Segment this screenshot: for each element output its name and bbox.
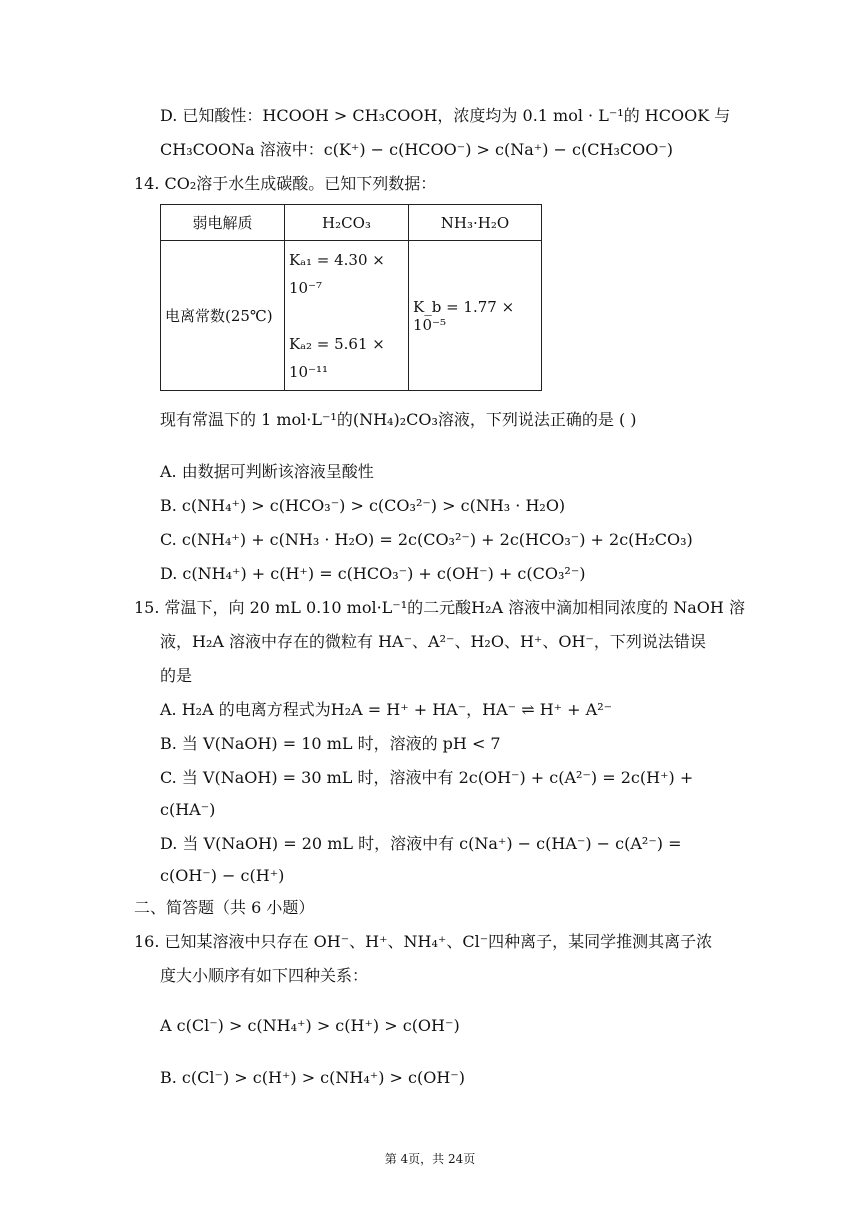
q15-stem-line2: 液，H₂A 溶液中存在的微粒有 HA⁻、A²⁻、H₂O、H⁺、OH⁻，下列说法错误 bbox=[160, 632, 706, 651]
q15-stem-line3: 的是 bbox=[160, 666, 193, 685]
q15-option-b: B. 当 V(NaOH) = 10 mL 时，溶液的 pH < 7 bbox=[160, 734, 501, 753]
ka1-line-b: 10⁻⁷ bbox=[289, 278, 323, 297]
q14-option-b: B. c(NH₄⁺) > c(HCO₃⁻) > c(CO₃²⁻) > c(NH₃ · H₂O) bbox=[160, 496, 566, 515]
q15-option-d-line1: D. 当 V(NaOH) = 20 mL 时，溶液中有 c(Na⁺) − c(HA⁻) − c(A²⁻) = bbox=[160, 834, 682, 853]
q14-option-c: C. c(NH₄⁺) + c(NH₃ · H₂O) = 2c(CO₃²⁻) + 2c(HCO₃⁻) + 2c(H₂CO₃) bbox=[160, 530, 693, 549]
q16-relation-a: A c(Cl⁻) > c(NH₄⁺) > c(H⁺) > c(OH⁻) bbox=[160, 1016, 460, 1035]
q14-stem: 14. CO₂溶于水生成碳酸。已知下列数据： bbox=[134, 174, 437, 193]
q16-stem-line1: 16. 已知某溶液中只存在 OH⁻、H⁺、NH₄⁺、Cl⁻四种离子，某同学推测其离子浓 bbox=[134, 932, 713, 951]
table-header-h2co3: H₂CO₃ bbox=[285, 205, 409, 241]
q15-option-a: A. H₂A 的电离方程式为H₂A = H⁺ + HA⁻，HA⁻ ⇌ H⁺ + A²⁻ bbox=[160, 700, 613, 719]
section-2-heading: 二、简答题（共 6 小题） bbox=[134, 898, 315, 917]
table-cell-ka bbox=[285, 241, 409, 391]
q16-stem-line2: 度大小顺序有如下四种关系： bbox=[160, 966, 369, 985]
q14-data-table bbox=[160, 204, 542, 391]
table-cell-kb: K_b = 1.77 × 10⁻⁵ bbox=[409, 241, 542, 391]
ka2-line-b: 10⁻¹¹ bbox=[289, 362, 329, 381]
table-row-label: 电离常数(25℃) bbox=[161, 241, 285, 391]
q14-option-a: A. 由数据可判断该溶液呈酸性 bbox=[160, 462, 374, 481]
ka2-line-a: Kₐ₂ = 5.61 × bbox=[289, 334, 385, 353]
table-header-nh3h2o: NH₃·H₂O bbox=[409, 205, 542, 241]
q14-question: 现有常温下的 1 mol·L⁻¹的(NH₄)₂CO₃溶液，下列说法正确的是 ( ) bbox=[160, 410, 637, 429]
q16-relation-b: B. c(Cl⁻) > c(H⁺) > c(NH₄⁺) > c(OH⁻) bbox=[160, 1068, 465, 1087]
ka1-line-a: Kₐ₁ = 4.30 × bbox=[289, 250, 385, 269]
q15-option-c-line1: C. 当 V(NaOH) = 30 mL 时，溶液中有 2c(OH⁻) + c(A²⁻) = 2c(H⁺) + bbox=[160, 768, 694, 787]
q13-option-d-line2: CH₃COONa 溶液中：c(K⁺) − c(HCOO⁻) > c(Na⁺) − c(CH₃COO⁻) bbox=[160, 140, 674, 159]
page-footer: 第 4页，共 24页 bbox=[384, 1152, 476, 1166]
table-header-electrolyte: 弱电解质 bbox=[161, 205, 285, 241]
q14-option-d: D. c(NH₄⁺) + c(H⁺) = c(HCO₃⁻) + c(OH⁻) + c(CO₃²⁻) bbox=[160, 564, 586, 583]
q13-option-d-line1: D. 已知酸性：HCOOH > CH₃COOH，浓度均为 0.1 mol · L⁻¹的 HCOOK 与 bbox=[160, 106, 731, 125]
q15-option-c-line2: c(HA⁻) bbox=[160, 800, 216, 819]
q15-stem-line1: 15. 常温下，向 20 mL 0.10 mol·L⁻¹的二元酸H₂A 溶液中滴加相同浓度的 NaOH 溶 bbox=[134, 598, 745, 617]
q15-option-d-line2: c(OH⁻) − c(H⁺) bbox=[160, 866, 285, 885]
